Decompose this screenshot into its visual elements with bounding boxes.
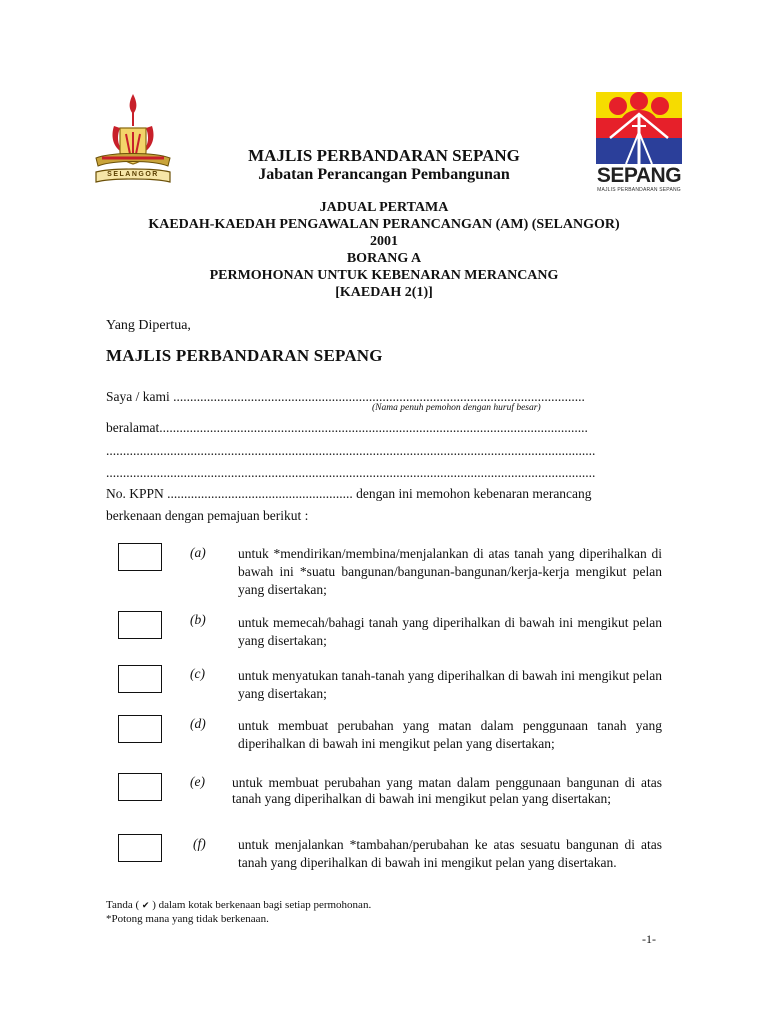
department-name: Jabatan Perancangan Pembangunan	[258, 166, 510, 183]
strike-instruction: *Potong mana yang tidak berkenaan.	[106, 913, 269, 925]
form-name: BORANG A	[346, 251, 422, 266]
regulation-title: KAEDAH-KAEDAH PENGAWALAN PERANCANGAN (AM) (SELANGOR)	[148, 217, 620, 232]
form-purpose: PERMOHONAN UNTUK KEBENARAN MERANCANG	[209, 268, 559, 283]
address-line-3-field[interactable]: .................................................................................................................................................	[106, 465, 596, 480]
option-e-letter: (e)	[190, 774, 205, 789]
applicant-name-field[interactable]: Saya / kami ..........................................................................................................................	[106, 389, 585, 404]
option-a-text: untuk *mendirikan/membina/menjalankan di atas tanah yang diperihalkan di bawah ini *suatu bangunan/bangunan-bangunan/kerja-kerja mengikut pelan yang disertakan;	[238, 546, 662, 597]
option-f-text: untuk menjalankan *tambahan/perubahan ke atas sesuatu bangunan di atas tanah yang diperihalkan di bawah ini mengikut pelan yang disertakan.	[238, 837, 662, 870]
sepang-logo-subtext: MAJLIS PERBANDARAN SEPANG	[597, 187, 681, 193]
organization-name: MAJLIS PERBANDARAN SEPANG	[248, 146, 520, 165]
option-e-text: untuk membuat perubahan yang matan dalam penggunaan bangunan di atas tanah yang diperihalkan di bawah ini mengikut pelan yang disertakan;	[232, 775, 662, 806]
development-intro: berkenaan dengan pemajuan berikut :	[106, 508, 309, 523]
option-b-letter: (b)	[190, 612, 206, 627]
option-d-checkbox[interactable]	[118, 715, 162, 743]
tick-instruction-suffix: ) dalam kotak berkenaan bagi setiap permohonan.	[152, 899, 372, 911]
option-f-checkbox[interactable]	[118, 834, 162, 862]
salutation: Yang Dipertua,	[106, 318, 191, 333]
address-field[interactable]: beralamat...............................................................................................................................	[106, 420, 588, 435]
tick-instruction-prefix: Tanda (	[106, 899, 140, 911]
kppn-number-field[interactable]: No. KPPN ....................................................... dengan ini memohon kebenaran merancang	[106, 486, 592, 501]
option-c-letter: (c)	[190, 666, 205, 681]
option-c-checkbox[interactable]	[118, 665, 162, 693]
address-line-2-field[interactable]: .................................................................................................................................................	[106, 443, 596, 458]
option-d-letter: (d)	[190, 716, 206, 731]
applicant-name-hint: (Nama penuh pemohon dengan huruf besar)	[372, 403, 541, 413]
option-a-letter: (a)	[190, 545, 206, 560]
regulation-reference: [KAEDAH 2(1)]	[335, 285, 433, 300]
option-b-checkbox[interactable]	[118, 611, 162, 639]
page-number: -1-	[642, 932, 656, 946]
option-f-letter: (f)	[193, 836, 206, 851]
option-c-text: untuk menyatukan tanah-tanah yang diperihalkan di bawah ini mengikut pelan yang disertakan;	[238, 668, 662, 701]
tick-instruction	[106, 899, 371, 911]
option-d-text: untuk membuat perubahan yang matan dalam penggunaan tanah yang diperihalkan di bawah ini mengikut pelan yang disertakan;	[238, 718, 662, 751]
crest-scroll-text: SELANGOR	[107, 171, 159, 178]
checkmark-icon: ✔	[141, 901, 150, 911]
council-heading: MAJLIS PERBANDARAN SEPANG	[106, 346, 383, 365]
option-b-text: untuk memecah/bahagi tanah yang diperihalkan di bawah ini mengikut pelan yang disertakan;	[238, 615, 662, 648]
regulation-year: 2001	[370, 234, 398, 249]
option-e-checkbox[interactable]	[118, 773, 162, 801]
sepang-logo-text: SEPANG	[596, 164, 682, 187]
option-a-checkbox[interactable]	[118, 543, 162, 571]
schedule-title: JADUAL PERTAMA	[319, 200, 449, 215]
